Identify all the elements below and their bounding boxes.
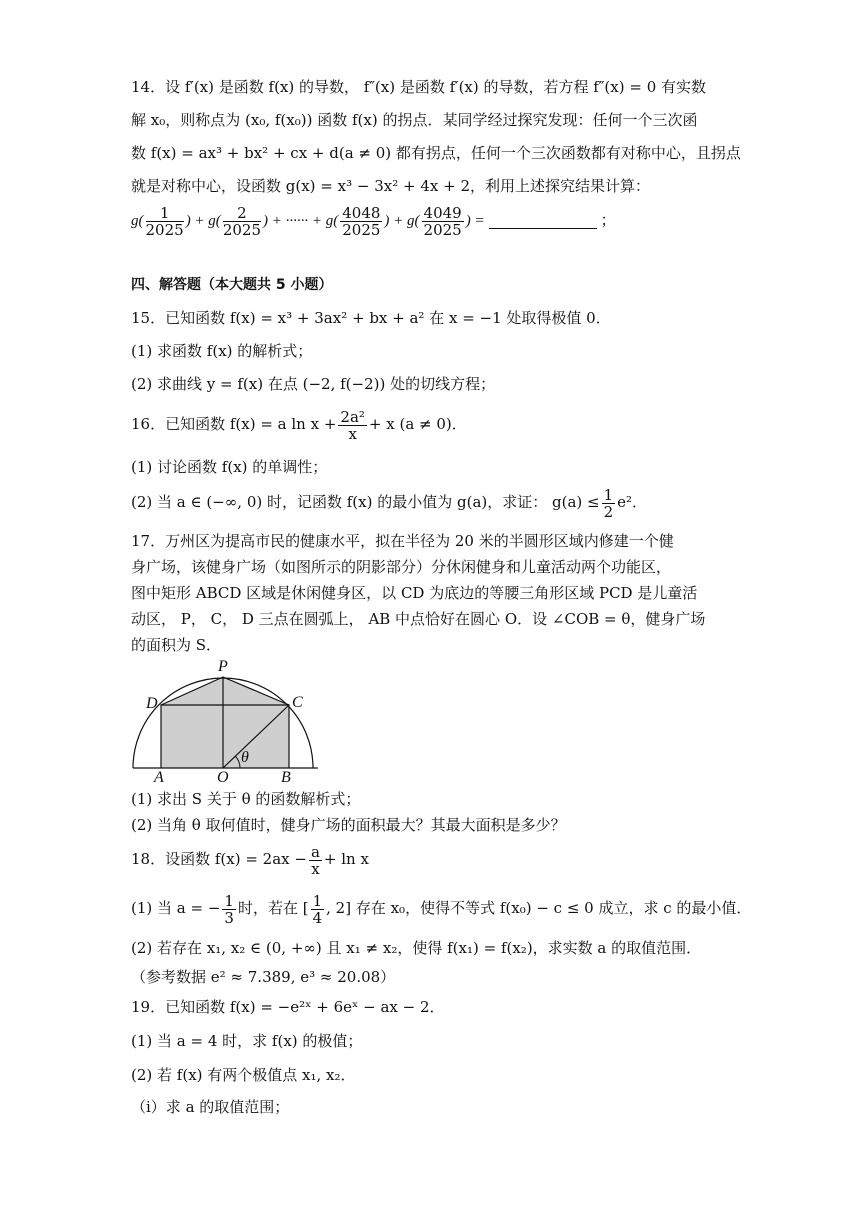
q17-part-2: (2) 当角 θ 取何值时，健身广场的面积最大？其最大面积是多少？ xyxy=(131,816,566,834)
q19-part-2: (2) 若 f(x) 有两个极值点 x₁, x₂． xyxy=(131,1066,356,1084)
q14-frac-3: $\frac{4048}{2025}$ xyxy=(342,203,381,239)
q18-interval-frac: $\frac{1}{4}$ xyxy=(312,891,323,927)
q14-frac-4: $\frac{4049}{2025}$ xyxy=(423,203,462,239)
label-d: D xyxy=(146,695,158,712)
q14-sum-expression: g( $\frac{1}{2025}$ ) + g( $\frac{2}{2025}$ ) + ······ + g( $\frac{4048}{2025}$ ) + g( $\frac{4049}{2025}$ ) = ； xyxy=(131,203,616,239)
answer-blank[interactable] xyxy=(489,214,597,229)
q17-line-1: 17．万州区为提高市民的健康水平，拟在半径为 20 米的半圆形区域内修建一个健 xyxy=(131,532,674,550)
q19-stem: 19．已知函数 f(x) = −e²ˣ + 6eˣ − ax − 2． xyxy=(131,998,445,1016)
q15-part-2: (2) 求曲线 y = f(x) 在点 (−2, f(−2)) 处的切线方程； xyxy=(131,375,496,393)
label-a: A xyxy=(154,769,164,784)
q14-line-4: 就是对称中心，设函数 g(x) = x³ − 3x² + 4x + 2，利用上述探究结果计算： xyxy=(131,177,650,195)
q18-part-2: (2) 若存在 x₁, x₂ ∈ (0, +∞) 且 x₁ ≠ x₂，使得 f(x₁) = f(x₂)，求实数 a 的取值范围． xyxy=(131,939,702,957)
q16-frac: $\frac{\text{2a²}}{x}$ xyxy=(340,407,365,443)
q14-line-3: 数 f(x) = ax³ + bx² + cx + d(a ≠ 0) 都有拐点，任何一个三次函数都有对称中心，且拐点 xyxy=(131,144,741,162)
q16-half-frac: $\frac{1}{2}$ xyxy=(603,485,614,521)
semicircle-figure xyxy=(128,656,324,784)
q14-line-2: 解 x₀，则称点为 (x₀, f(x₀)) 函数 f(x) 的拐点．某同学经过探究发现：任何一个三次函 xyxy=(131,111,698,129)
q18-part-1: (1) 当 a = − $\frac{1}{3}$ 时，若在 [ $\frac{1}{4}$ , 2] 存在 x₀，使得不等式 f(x₀) − c ≤ 0 成立，求 c 的最小值． xyxy=(131,891,752,927)
q16-stem: 16．已知函数 f(x) = a ln x + $\frac{\text{2a²}}{x}$ + x (a ≠ 0)． xyxy=(131,407,467,443)
q14-frac-2: $\frac{2}{2025}$ xyxy=(222,203,261,239)
label-o: O xyxy=(217,769,229,784)
q16-part-1: (1) 讨论函数 f(x) 的单调性； xyxy=(131,458,328,476)
q18-frac: $\frac{a}{x}$ xyxy=(310,842,320,878)
rectangle-abcd xyxy=(161,705,289,768)
label-theta: θ xyxy=(241,749,249,766)
q19-part-2-i: （i）求 a 的取值范围； xyxy=(131,1098,290,1116)
label-c: C xyxy=(292,694,303,711)
q14-frac-1: $\frac{1}{2025}$ xyxy=(145,203,184,239)
label-p: P xyxy=(218,658,228,675)
q18-reference-data: （参考数据 e² ≈ 7.389, e³ ≈ 20.08） xyxy=(131,968,396,986)
q17-line-3: 图中矩形 ABCD 区域是休闲健身区，以 CD 为底边的等腰三角形区域 PCD 是儿童活 xyxy=(131,584,698,602)
q14-line-1: 14．设 f′(x) 是函数 f(x) 的导数， f″(x) 是函数 f′(x) 的导数，若方程 f″(x) = 0 有实数 xyxy=(131,78,707,96)
section-heading: 四、解答题（本大题共 5 小题） xyxy=(131,277,333,293)
q15-part-1: (1) 求函数 f(x) 的解析式； xyxy=(131,342,313,360)
q19-part-1: (1) 当 a = 4 时，求 f(x) 的极值； xyxy=(131,1032,363,1050)
q17-line-2: 身广场，该健身广场（如图所示的阴影部分）分休闲健身和儿童活动两个功能区， xyxy=(131,558,672,576)
q17-line-5: 的面积为 S． xyxy=(131,636,222,654)
q18-stem: 18．设函数 f(x) = 2ax − $\frac{a}{x}$ + ln x xyxy=(131,842,369,878)
q18-a-frac: $\frac{1}{3}$ xyxy=(224,891,234,927)
q16-part-2: (2) 当 a ∈ (−∞, 0) 时，记函数 f(x) 的最小值为 g(a)，求证： g(a) ≤ $\frac{1}{2}$ e²． xyxy=(131,485,648,521)
q15-stem: 15．已知函数 f(x) = x³ + 3ax² + bx + a² 在 x = −1 处取得极值 0． xyxy=(131,309,611,327)
q17-line-4: 动区， P， C， D 三点在圆弧上， AB 中点恰好在圆心 O．设 ∠COB = θ，健身广场 xyxy=(131,610,706,628)
label-b: B xyxy=(281,769,291,784)
q17-part-1: (1) 求出 S 关于 θ 的函数解析式； xyxy=(131,790,361,808)
